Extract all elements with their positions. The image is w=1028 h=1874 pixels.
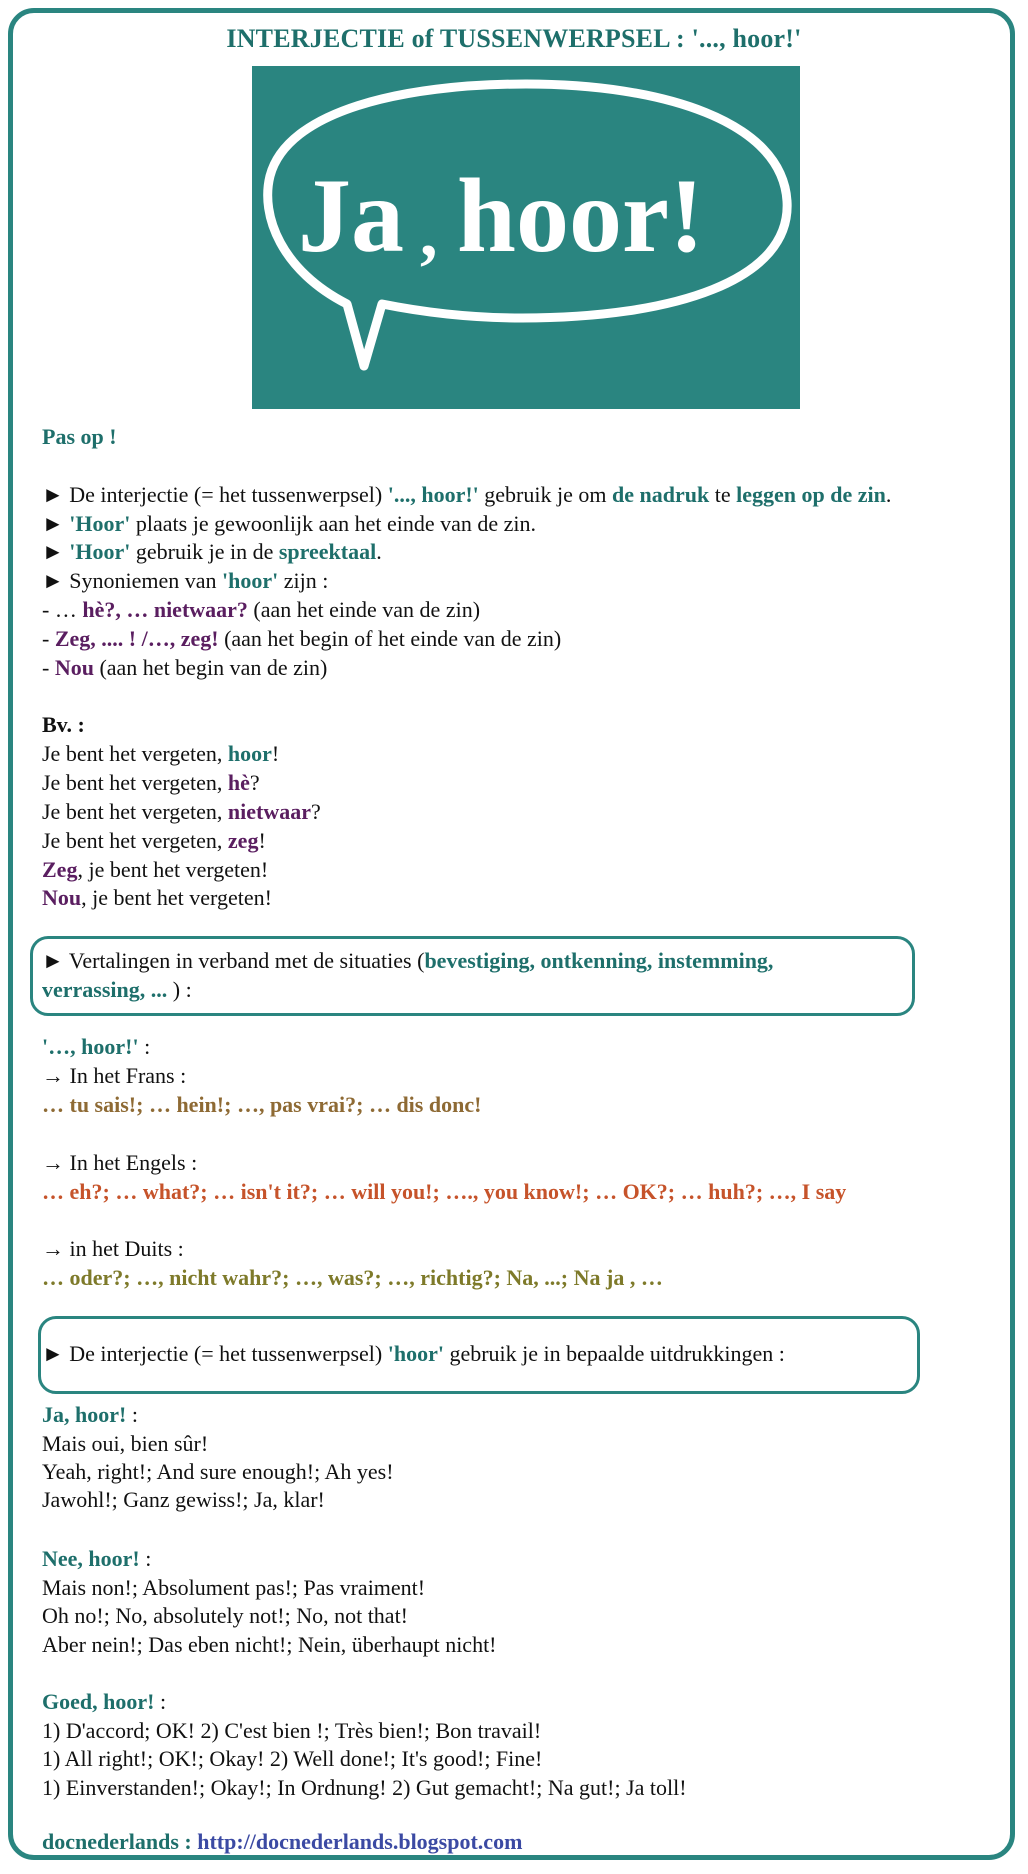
- french-label: → In het Frans :: [42, 1063, 187, 1088]
- expressions-box-line: ► De interjectie (= het tussenwerpsel) 'hoor' gebruik je in bepaalde uitdrukkingen :: [42, 1341, 785, 1366]
- bv-heading: Bv. :: [42, 712, 85, 737]
- goed-hoor-french: 1) D'accord; OK! 2) C'est bien !; Très bien!; Bon travail!: [42, 1718, 542, 1743]
- example-1: Je bent het vergeten, hoor!: [42, 741, 280, 766]
- goed-hoor-german: 1) Einverstanden!; Okay!; In Ordnung! 2) Gut gemacht!; Na gut!; Ja toll!: [42, 1775, 687, 1800]
- rule-1: ► De interjectie (= het tussenwerpsel) '..., hoor!' gebruik je om de nadruk te leggen op de zin.: [42, 482, 892, 507]
- synonym-2: - Zeg, .... ! /…, zeg! (aan het begin of het einde van de zin): [42, 626, 562, 651]
- german-translations: … oder?; …, nicht wahr?; …, was?; …, richtig?; Na, ...; Na ja , …: [42, 1265, 663, 1290]
- example-5: Zeg, je bent het vergeten!: [42, 857, 269, 882]
- rule-4: ► Synoniemen van 'hoor' zijn :: [42, 568, 329, 593]
- english-translations: … eh?; … what?; … isn't it?; … will you!; …., you know!; … OK?; … huh?; …, I say: [42, 1179, 847, 1204]
- rule-3: ► 'Hoor' gebruik je in de spreektaal.: [42, 539, 382, 564]
- example-3: Je bent het vergeten, nietwaar?: [42, 799, 321, 824]
- footer-label: docnederlands :: [42, 1829, 192, 1854]
- footer: [42, 1828, 522, 1856]
- rule-2: ► 'Hoor' plaats je gewoonlijk aan het einde van de zin.: [42, 511, 537, 536]
- translations-box-line-2: verrassing, ... ) :: [42, 977, 192, 1002]
- ja-hoor-banner: [252, 66, 800, 409]
- french-translations: … tu sais!; … hein!; …, pas vrai?; … dis donc!: [42, 1092, 482, 1117]
- page-title: INTERJECTIE of TUSSENWERPSEL : '..., hoor!': [226, 24, 802, 53]
- translations-box-line-1: ► Vertalingen in verband met de situaties (bevestiging, ontkenning, instemming,: [42, 948, 774, 973]
- nee-hoor-french: Mais non!; Absolument pas!; Pas vraiment!: [42, 1575, 426, 1600]
- nee-hoor-heading: Nee, hoor! :: [42, 1546, 152, 1571]
- goed-hoor-heading: Goed, hoor! :: [42, 1689, 167, 1714]
- synonym-1: - … hè?, … nietwaar? (aan het einde van de zin): [42, 597, 481, 622]
- nee-hoor-english: Oh no!; No, absolutely not!; No, not that!: [42, 1603, 409, 1628]
- ja-hoor-heading: Ja, hoor! :: [42, 1402, 138, 1427]
- ja-hoor-german: Jawohl!; Ganz gewiss!; Ja, klar!: [42, 1487, 325, 1512]
- translations-heading: '…, hoor!' :: [42, 1034, 151, 1059]
- german-label: → in het Duits :: [42, 1236, 184, 1261]
- footer-link[interactable]: http://docnederlands.blogspot.com: [197, 1829, 523, 1854]
- ja-hoor-french: Mais oui, bien sûr!: [42, 1431, 209, 1456]
- nee-hoor-german: Aber nein!; Das eben nicht!; Nein, überhaupt nicht!: [42, 1632, 497, 1657]
- example-4: Je bent het vergeten, zeg!: [42, 828, 266, 853]
- banner-hoor: hoor!: [457, 157, 705, 274]
- goed-hoor-english: 1) All right!; OK!; Okay! 2) Well done!; It's good!; Fine!: [42, 1746, 543, 1771]
- ja-hoor-english: Yeah, right!; And sure enough!; Ah yes!: [42, 1459, 394, 1484]
- banner-ja: Ja: [298, 157, 404, 274]
- example-6: Nou, je bent het vergeten!: [42, 885, 272, 910]
- banner-comma: ,: [420, 195, 438, 272]
- synonym-3: - Nou (aan het begin van de zin): [42, 655, 328, 680]
- english-label: → In het Engels :: [42, 1150, 198, 1175]
- pas-op-heading: Pas op !: [42, 424, 117, 449]
- example-2: Je bent het vergeten, hè?: [42, 770, 260, 795]
